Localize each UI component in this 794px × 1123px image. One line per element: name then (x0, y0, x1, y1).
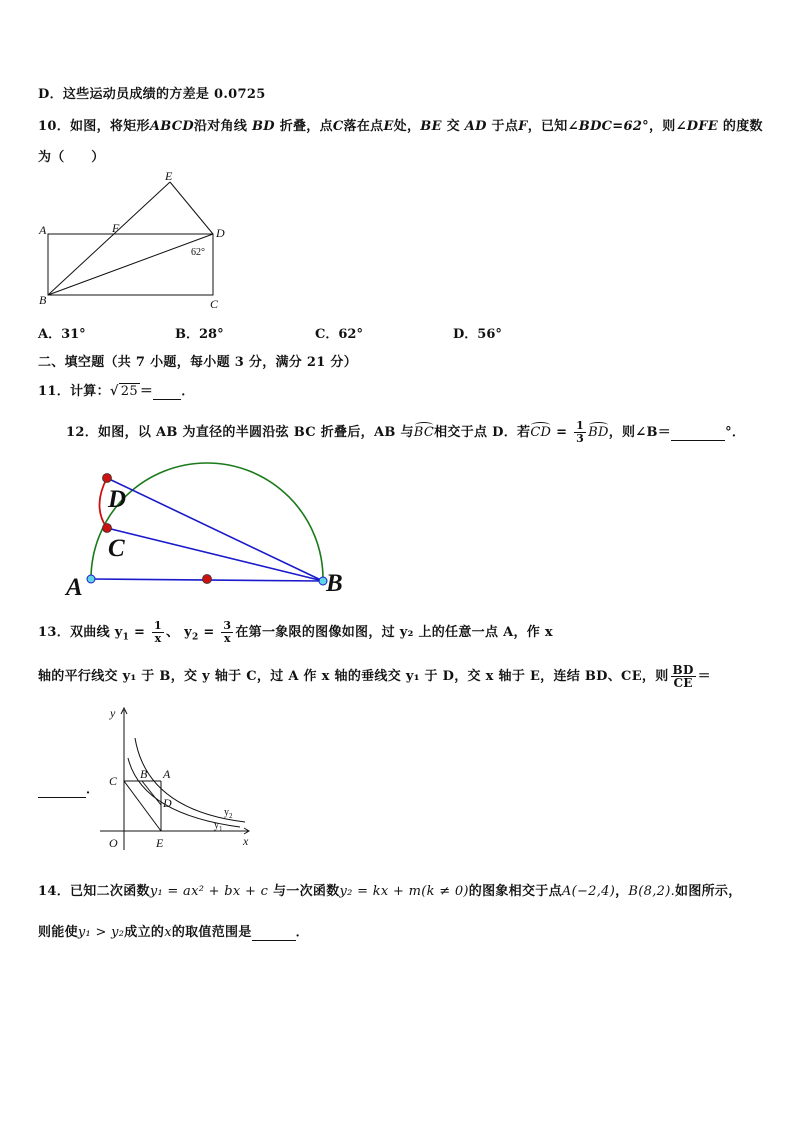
q10-ad: AD (464, 119, 487, 134)
q12-stem (66, 420, 745, 445)
label-b: B (39, 293, 47, 307)
q10-e: E (383, 119, 394, 134)
q10-text: ，则∠ (648, 119, 687, 134)
point-d-dot (103, 474, 112, 483)
label-angle-62: 62° (191, 247, 205, 258)
q14-text: 已知二次函数 (70, 884, 150, 899)
q14-stem (38, 880, 742, 899)
q10-text: 如图，将矩形 (70, 119, 150, 134)
q14-text: 与一次函数 (273, 884, 340, 899)
q12-frac-num: 1 (576, 419, 585, 432)
label-d: D (108, 486, 127, 513)
q10-bd: BD (251, 119, 275, 134)
folded-arc-cd (99, 478, 107, 528)
q12-answer-blank[interactable] (671, 425, 725, 441)
q14-text: 则能使 (38, 925, 78, 940)
point-a-dot (87, 575, 95, 583)
q14-sep: ， (615, 884, 629, 899)
q12-frac-den: 3 (576, 432, 585, 445)
q11-radicand: 25 (120, 384, 138, 399)
label-x-axis: x (243, 834, 249, 848)
q10-stem (38, 115, 763, 134)
label-e: E (156, 836, 164, 850)
label-d: D (216, 226, 225, 240)
chord-bc (107, 528, 323, 581)
q13-sub: 1 (122, 632, 130, 643)
q14-end: ． (295, 925, 309, 940)
q14-x: x (164, 925, 172, 940)
q10-option-b[interactable]: B．28° (175, 327, 224, 342)
center-o-dot (203, 575, 212, 584)
q10-stem-line2: 为（ ） (38, 150, 105, 165)
q12-text: 如图，以 AB 为直径的半圆沿弦 BC 折叠后，AB 与 (98, 425, 414, 440)
label-y1-sub: 1 (219, 825, 223, 833)
q10-c: C (332, 119, 344, 134)
diagonal-bd (48, 234, 213, 295)
q12-fraction (574, 420, 586, 445)
q13-figure (100, 702, 260, 854)
q11-answer-blank[interactable] (153, 384, 181, 400)
label-f: F (112, 221, 120, 235)
q10-option-a[interactable]: A．31° (38, 327, 86, 342)
q13-sep: 、 y (165, 625, 192, 640)
q13-frac-den: x (223, 632, 231, 645)
q13-answer-line (38, 778, 99, 798)
q14-text: 的取值范围是 (171, 925, 252, 940)
label-a: A (39, 223, 47, 237)
q10-text: 处， (393, 119, 421, 134)
q14-fn1: y₁ = ax² + bx + c (149, 884, 269, 899)
q10-f: F (518, 119, 528, 134)
label-a: A (163, 767, 171, 781)
q12-arc-bd: BD (588, 425, 609, 440)
q12-eq: = (551, 425, 573, 440)
q12-end: °． (725, 425, 746, 440)
q14-text: 的图象相交于点 (468, 884, 562, 899)
label-d: D (163, 796, 172, 810)
q11-text: 计算： (70, 384, 110, 399)
q10-figure (38, 168, 238, 310)
q13-stem (38, 620, 553, 645)
q10-abcd: ABCD (149, 119, 194, 134)
q12-arc-bc: BC (413, 425, 435, 440)
q14-point-b: B(8,2). (628, 884, 676, 899)
q10-text: 折叠，点 (279, 119, 333, 134)
label-y-axis: y (110, 706, 116, 720)
q12-text: 相交于点 D．若 (434, 425, 531, 440)
label-y1-letter: y (214, 820, 219, 831)
q13-fraction-2 (221, 620, 233, 645)
q10-text: 交 (446, 119, 460, 134)
q13-number: 13． (38, 625, 70, 640)
q10-text: ，已知∠ (527, 119, 579, 134)
q9-option-d: D．这些运动员成绩的方差是 0.0725 (38, 87, 266, 102)
q14-number: 14． (38, 884, 70, 899)
label-y2-letter: y (224, 807, 229, 818)
point-c-dot (103, 524, 112, 533)
q10-number: 10． (38, 119, 70, 134)
q10-text: 的度数 (722, 119, 763, 134)
q13-fraction-3 (671, 664, 696, 689)
label-c: C (109, 774, 118, 788)
segment-ed (170, 182, 213, 234)
q13-frac-num: 3 (223, 619, 232, 632)
q10-bdc: BDC=62° (578, 119, 649, 134)
q13-fraction-1 (152, 620, 164, 645)
q10-be: BE (420, 119, 442, 134)
label-o: O (109, 836, 118, 850)
q13-end: ． (86, 782, 100, 797)
label-b: B (140, 767, 148, 781)
q14-point-a: A(−2,4) (561, 884, 616, 899)
q13-frac-den: x (154, 632, 162, 645)
q10-text: 落在点 (343, 119, 384, 134)
q10-option-c[interactable]: C．62° (315, 327, 363, 342)
q10-text: 于点 (491, 119, 519, 134)
q14-fn2: y₂ = kx + m(k ≠ 0) (339, 884, 469, 899)
q13-answer-blank[interactable] (38, 782, 86, 798)
semicircle-arc (91, 463, 323, 579)
q14-text: 成立的 (124, 925, 165, 940)
segment-ce (124, 781, 161, 831)
label-y2-sub: 2 (229, 812, 233, 820)
q13-eq: ＝ (697, 669, 711, 684)
label-a: A (66, 574, 83, 600)
q12-figure (60, 455, 360, 600)
q14-stem-line2 (38, 921, 309, 941)
q10-text: 沿对角线 (193, 119, 248, 134)
q13-frac-den: CE (673, 676, 693, 690)
q11-stem (38, 380, 195, 400)
label-c: C (210, 297, 219, 310)
sqrt-sign: √ (109, 384, 119, 399)
q13-stem-line2 (38, 664, 711, 689)
q14-text: 如图所示， (675, 884, 742, 899)
q13-text: 双曲线 y (70, 625, 123, 640)
q12-number: 12． (66, 425, 98, 440)
q10-option-d[interactable]: D．56° (453, 327, 502, 342)
label-y2 (224, 807, 233, 820)
q10-dfe: DFE (686, 119, 719, 134)
segment-bd (107, 478, 323, 581)
q13-text: 在第一象限的图像如图，过 y₂ 上的任意一点 A，作 x (235, 625, 553, 640)
q13-frac-num: BD (672, 663, 694, 677)
q13-eq: = (129, 625, 151, 640)
q13-text: 轴的平行线交 y₁ 于 B，交 y 轴于 C，过 A 作 x 轴的垂线交 y₁ 于 D，交 x 轴于 E，连结 BD、CE，则 (38, 669, 669, 684)
label-b: B (326, 570, 343, 597)
label-e: E (165, 169, 173, 183)
q11-end: ． (181, 384, 195, 399)
q14-answer-blank[interactable] (252, 925, 296, 941)
q11-eq: ＝ (139, 384, 154, 399)
segment-bd (142, 781, 161, 805)
q13-frac-num: 1 (154, 619, 162, 632)
label-c: C (108, 535, 125, 562)
section-2-heading: 二、填空题（共 7 小题，每小题 3 分，满分 21 分） (38, 355, 358, 370)
q13-eq: = (198, 625, 220, 640)
q13-sub: 2 (191, 632, 199, 643)
q11-number: 11． (38, 384, 70, 399)
q14-inequality: y₁ > y₂ (77, 925, 125, 940)
q12-arc-cd: CD (530, 425, 552, 440)
segment-be (48, 182, 170, 295)
q12-text: ，则∠B＝ (608, 425, 672, 440)
